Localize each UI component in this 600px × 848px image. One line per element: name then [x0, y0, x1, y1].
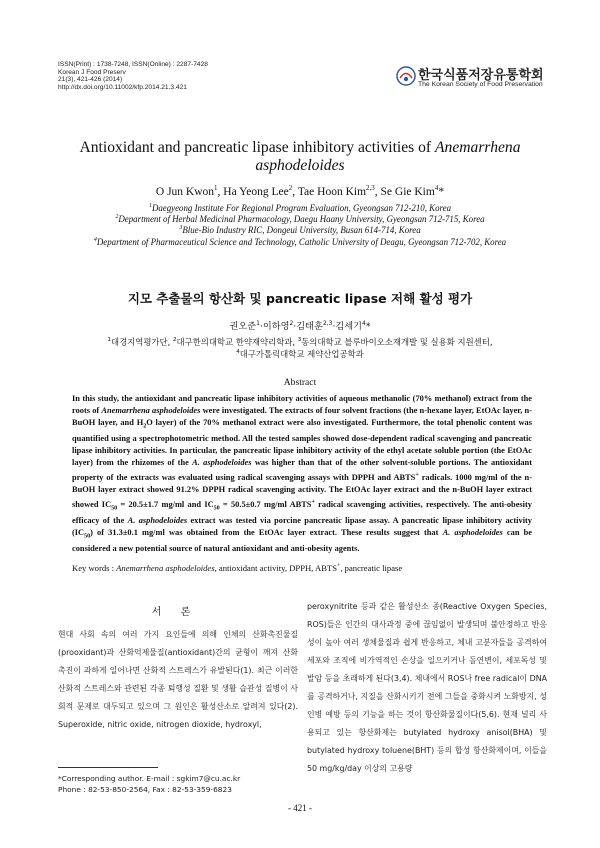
- contact-phone: Phone : 82-53-850-2564, Fax : 82-53-359-6823: [58, 785, 232, 794]
- intro-left-column: 현대 사회 속의 여러 가지 요인들에 의해 인체의 산화촉진물질(prooxidant)과 산화억제물질(antioxidant)간의 균형이 깨져 산화 촉진이 과하게 일어나면 산화적 스트레스가 유발된다(1). 최근 이러한 산화적 스트레스와 관련된 각종 퇴행성 질환 및 생활 습관성 질병이 사회적 문제로 대두되고 있으며 그 원인은 활성산소로 알려져 있다(2). Superoxide, nitric oxide, nitrogen dioxide, hydroxyl,: [58, 630, 298, 729]
- keywords: Key words : Anemarrhena asphodeloides, antioxidant activity, DPPH, ABTS+, pancreatic lipase: [72, 563, 403, 573]
- author: O Jun Kwon$^1$,: [155, 184, 224, 198]
- affiliation: $^2$Department of Herbal Medicinal Pharmacology, Daegu Haany University, Gyeongsan 712-715, Korea: [115, 213, 485, 224]
- society-name-en: The Korean Society of Food Preservation: [418, 81, 543, 88]
- author: Ha Yeong Lee$^2$,: [223, 184, 298, 198]
- society-name-ko: 한국식품저장유통학회: [418, 68, 544, 83]
- affiliation: $^3$Blue-Bio Industry RIC, Dongeui University, Busan 614-714, Korea: [179, 224, 421, 235]
- journal-meta: [58, 61, 208, 91]
- author-list-ko: 권오준$^1$·이하영$^2$·김태훈$^{2,3}$·김세기$^4$*: [229, 319, 371, 332]
- footnote: [58, 773, 298, 795]
- society-emblem-icon: [396, 66, 416, 86]
- author: Tae Hoon Kim$^{2,3}$,: [297, 184, 381, 198]
- author-list: [40, 184, 560, 198]
- affiliation: $^4$Department of Pharmaceutical Science and Technology, Catholic University of Deagu, Gyeongsan 712-702, Korea: [93, 236, 507, 247]
- affiliation: $^1$Daegyeong Institute For Regional Program Evaluation, Gyeongsan 712-210, Korea: [148, 202, 452, 213]
- paper-title-ko: 지모 추출물의 항산화 및 pancreatic lipase 저해 활성 평가: [127, 291, 473, 306]
- author: Se Gie Kim$^4$*: [380, 184, 445, 198]
- paper-title: [40, 139, 560, 175]
- journal-name: Korean J Food Preserv: [58, 68, 126, 76]
- page-number: - 421 -: [288, 803, 312, 813]
- doi-link[interactable]: http://dx.doi.org/10.11002/kfp.2014.21.3.421: [58, 83, 187, 91]
- footnote-divider: [58, 767, 158, 768]
- abstract-heading: Abstract: [283, 377, 317, 388]
- society-logo: [396, 64, 566, 94]
- affiliation-ko: $^1$대경지역평가단, $^2$대구한의대학교 한약재약리학과, $^3$동의대학교 블루바이오소재개발 및 실용화 지원센터,: [107, 336, 493, 347]
- title-species: Anemarrhena asphodeloides: [255, 139, 521, 174]
- affiliation-ko: $^4$대구가톨릭대학교 제약산업공학과: [236, 348, 364, 359]
- issn-line: ISSN(Print) : 1738-7248, ISSN(Online) : 2287-7428: [58, 61, 208, 68]
- volume-line: 21(3), 421-426 (2014): [58, 76, 123, 84]
- abstract-body: In this study, the antioxidant and pancreatic lipase inhibitory activities of aqueous methanolic (70% methanol) extract from the roots of Anemarrhena asphodeloides were investigated. The extracts of four solvent fractions (the n-hexane layer, EtOAc layer, n-BuOH layer, and $H_2O$ layer) of the 70% methanol extract were also investigated. Furthermore, the total phenolic content was quantified using a spectrophotometric method. All the tested samples showed dose-dependent radical scavenging and pancreatic lipase inhibitory activities. In particular, the pancreatic lipase inhibitory activity of the ethyl acetate soluble portion (the EtOAc layer) from the rhizomes of the A. asphodeloides was higher than that of the other solvent-soluble portions. The antioxidant property of the extracts was evaluated using radical scavenging assays with DPPH and ABTS+ radicals. 1000 mg/ml of the n-BuOH layer extract showed 91.2% DPPH radical scavenging activity. The EtOAc layer extract and the n-BuOH layer extract showed $IC_{50} = 20.5\pm 1.7$ mg/ml and $IC_{50} = 50.5\pm 0.7$ mg/ml ABTS+ radical scavenging activities, respectively. The anti-obesity efficacy of the A. asphodeloides extract was tested via porcine pancreatic lipase assay. A pancreatic lipase inhibitory activity $(IC_{50})$ of 31.3±0.1 mg/ml was obtained from the EtOAc layer extract. These results suggest that A. asphodeloides can be considered a new potential source of natural antioxidant and anti-obesity agents.: [72, 394, 533, 553]
- intro-right-column: peroxynitrite 등과 같은 활성산소 종(Reactive Oxygen Species, ROS)들은 인간의 대사과정 중에 끊임없이 발생되며 불안정하고 반응성이 높아 여러 생체물질과 쉽게 반응하고, 체내 고분자들을 공격하여 세포와 조직에 비가역적인 손상을 일으키거나 돌연변이, 세포독성 및 발암 등을 초래하게 된다(3,4). 체내에서 ROS나 free radical이 DNA를 공격하거나, 지질을 산화시키기 전에 그들을 중화시켜 노화방지, 성인병 예방 등의 기능을 하는 것이 항산화물질이다(5,6). 현재 널리 사용되고 있는 항산화제는 butylated hydroxy anisol(BHA) 및 butylated hydroxy toluene(BHT) 등의 합성 항산화제이며, 이들을 50 mg/kg/day 이상의 고용량: [307, 602, 547, 773]
- title-main: Antioxidant and pancreatic lipase inhibitory activities of: [79, 139, 436, 156]
- intro-heading: 서 론: [151, 607, 199, 618]
- corresponding-author: *Corresponding author. E-mail : sgkim7@cu.ac.kr: [58, 774, 241, 783]
